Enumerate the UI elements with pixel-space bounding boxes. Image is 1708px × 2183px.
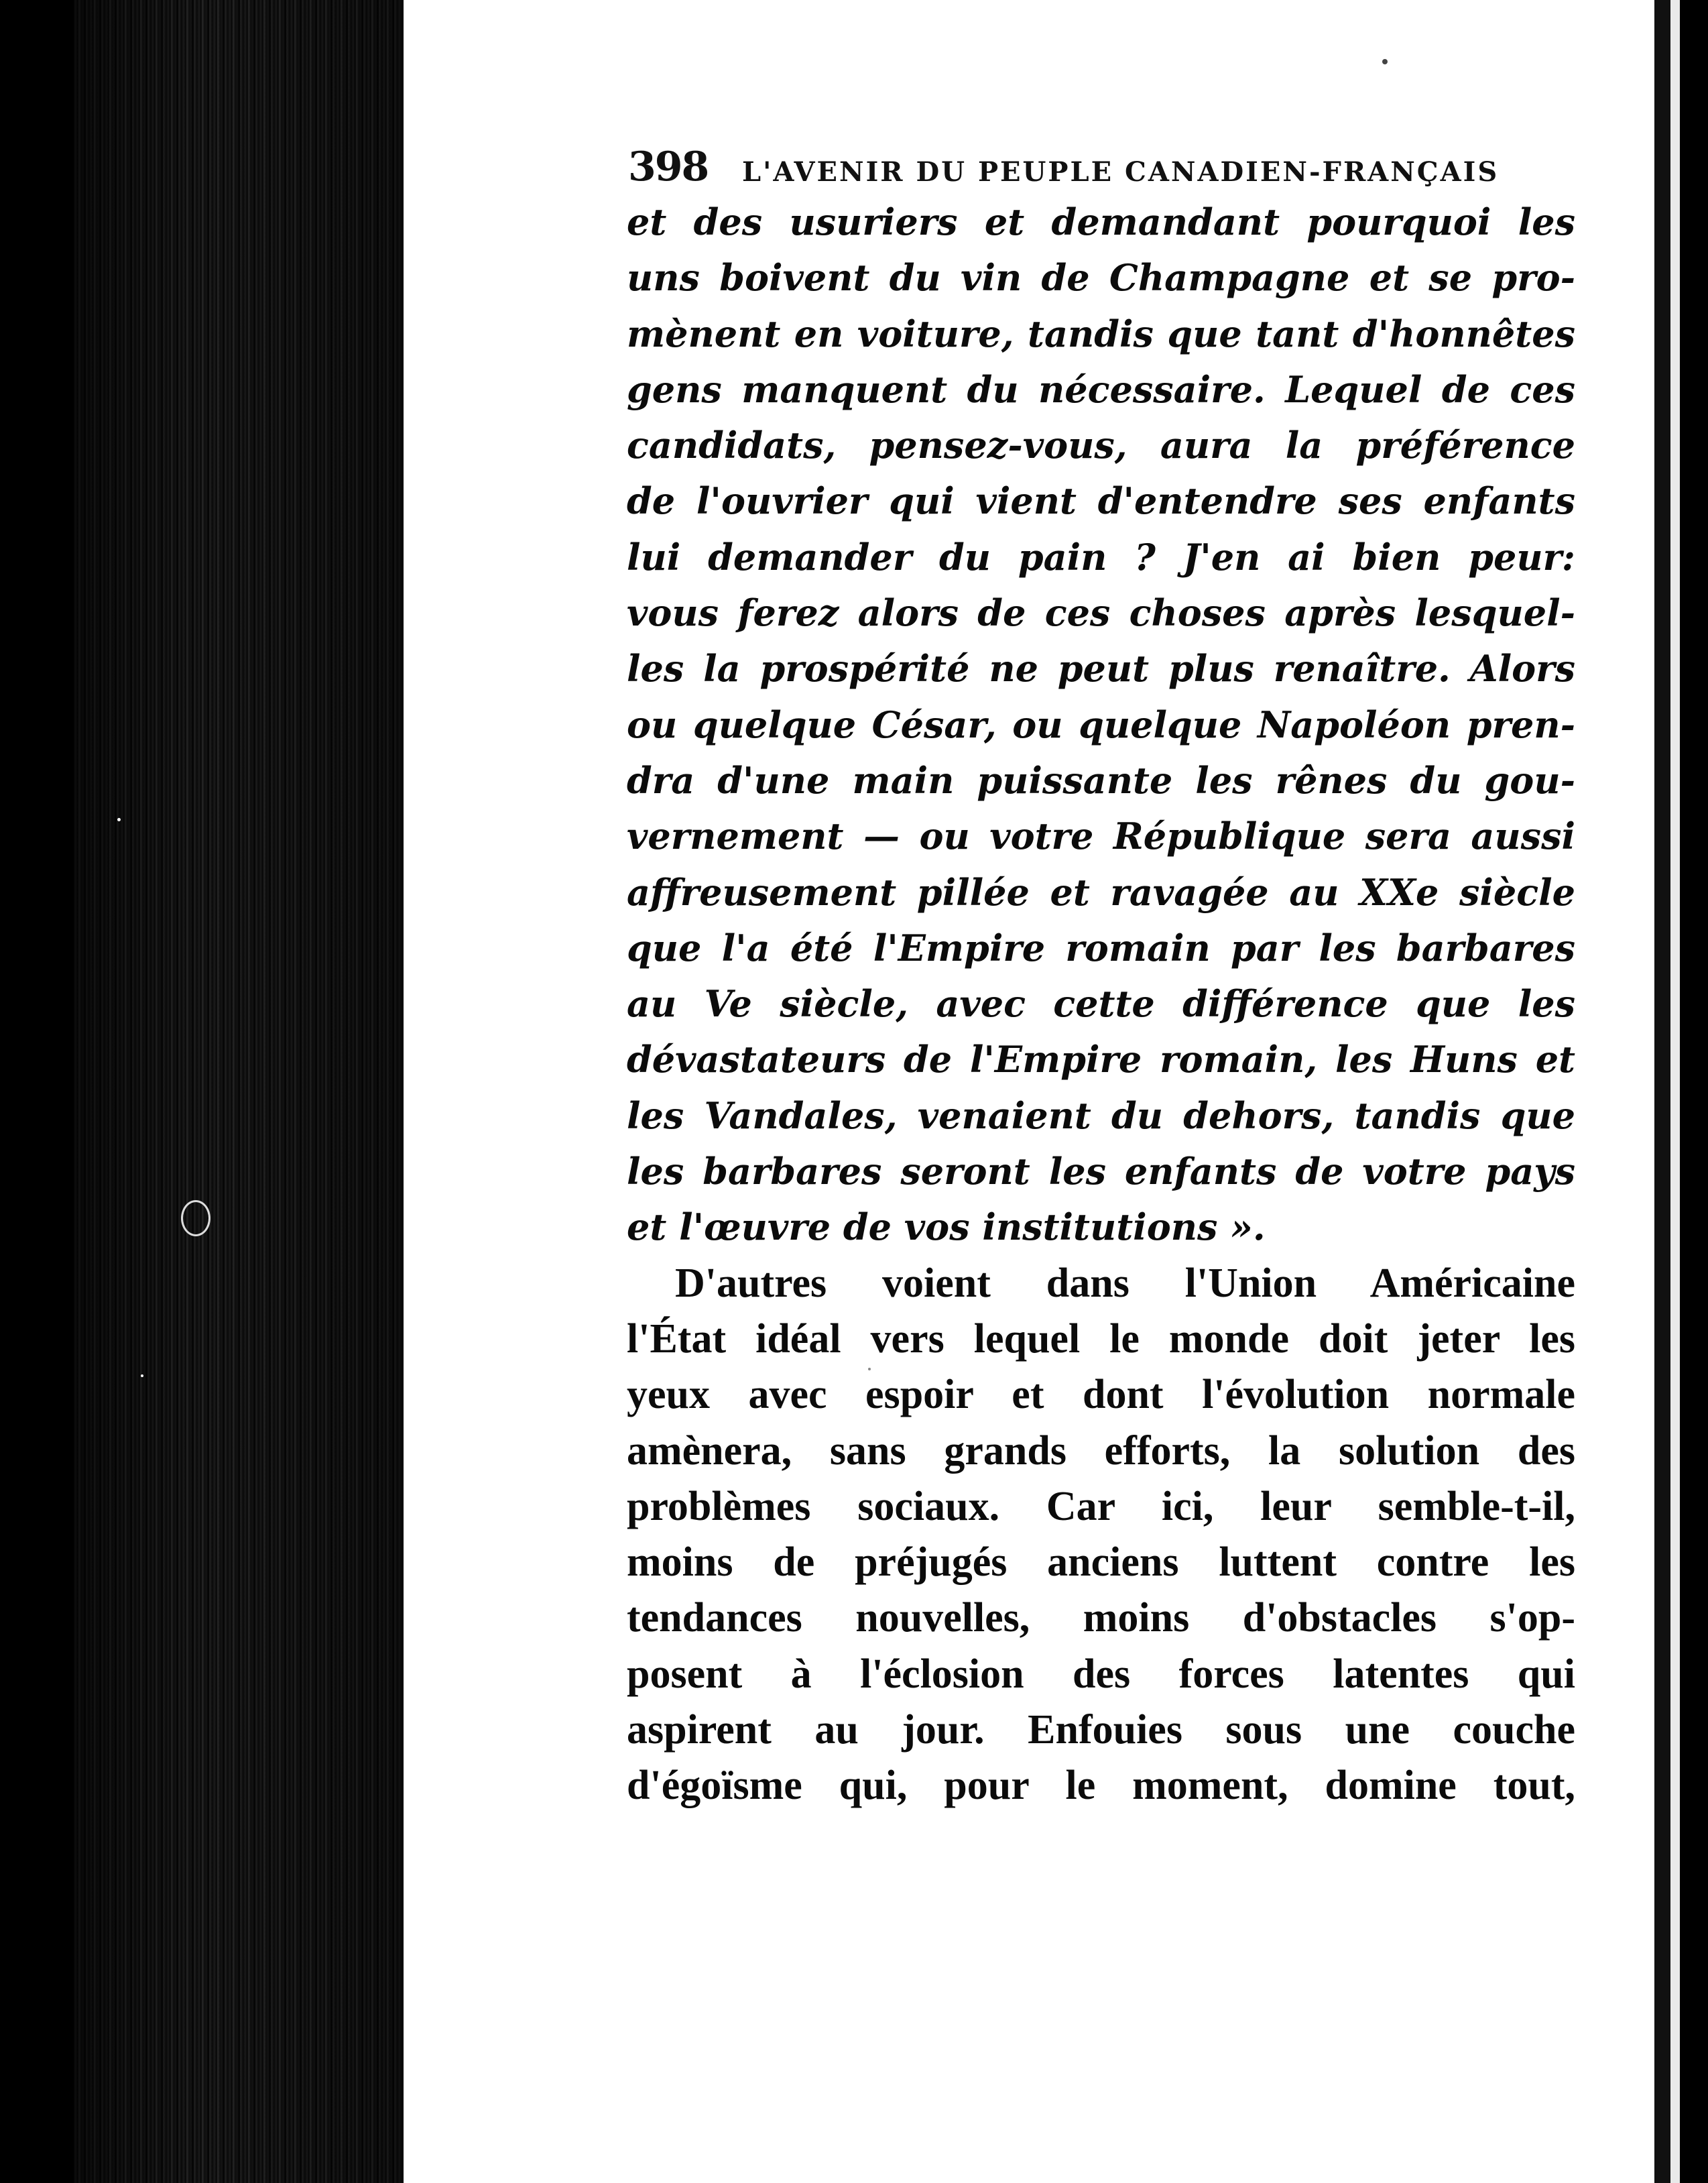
text-line: yeux avec espoir et dont l'évolution normale bbox=[627, 1372, 1575, 1418]
text-line: tendances nouvelles, moins d'obstacles s'op- bbox=[627, 1595, 1575, 1641]
text-line: dévastateurs de l'Empire romain, les Huns et bbox=[627, 1038, 1575, 1081]
text-line: que l'a été l'Empire romain par les barbares bbox=[627, 926, 1575, 969]
running-title: L'AVENIR DU PEUPLE CANADIEN-FRANÇAIS bbox=[742, 156, 1500, 188]
text-line: de l'ouvrier qui vient d'entendre ses enfants bbox=[627, 479, 1575, 523]
body-paragraph bbox=[627, 1256, 1575, 1814]
text-line: les la prospérité ne peut plus renaître. Alors bbox=[627, 647, 1575, 691]
text-line: candidats, pensez-vous, aura la préférence bbox=[627, 424, 1575, 467]
text-line: et l'œuvre de vos institutions ». bbox=[627, 1205, 1266, 1249]
text-line: les Vandales, venaient du dehors, tandis que bbox=[627, 1094, 1575, 1137]
text-line: uns boivent du vin de Champagne et se pro- bbox=[627, 256, 1575, 300]
page-edge bbox=[1670, 0, 1680, 2183]
page-number: 398 bbox=[628, 143, 709, 190]
text-line: les barbares seront les enfants de votre pays bbox=[627, 1150, 1575, 1193]
text-line: affreusement pillée et ravagée au XXe siècle bbox=[627, 870, 1575, 914]
text-line: posent à l'éclosion des forces latentes qui bbox=[627, 1651, 1575, 1697]
text-line: problèmes sociaux. Car ici, leur semble-t-il, bbox=[627, 1483, 1575, 1529]
page-gutter-shadow bbox=[1654, 0, 1670, 2183]
text-block bbox=[627, 134, 1575, 1814]
quoted-passage bbox=[627, 194, 1575, 1256]
text-line: ou quelque César, ou quelque Napoléon pren- bbox=[627, 703, 1575, 746]
running-head bbox=[627, 134, 1575, 194]
text-line: vernement — ou votre République sera aussi bbox=[627, 815, 1575, 858]
text-line: aspirent au jour. Enfouies sous une couche bbox=[627, 1707, 1575, 1753]
text-line: l'État idéal vers lequel le monde doit jeter les bbox=[627, 1315, 1575, 1362]
text-line: amènera, sans grands efforts, la solution des bbox=[627, 1427, 1575, 1474]
text-line: D'autres voient dans l'Union Américaine bbox=[675, 1260, 1575, 1306]
text-line: mènent en voiture, tandis que tant d'honnêtes bbox=[627, 312, 1575, 355]
text-line: et des usuriers et demandant pourquoi les bbox=[627, 200, 1575, 243]
text-line: vous ferez alors de ces choses après lesquel- bbox=[627, 591, 1575, 635]
text-line: d'égoïsme qui, pour le moment, domine tout, bbox=[627, 1763, 1575, 1809]
text-line: au Ve siècle, avec cette différence que les bbox=[627, 982, 1575, 1026]
text-line: dra d'une main puissante les rênes du gou- bbox=[627, 758, 1575, 802]
text-line: lui demander du pain ? J'en ai bien peur: bbox=[627, 535, 1575, 579]
text-line: moins de préjugés anciens luttent contre les bbox=[627, 1539, 1575, 1586]
book-fore-edge bbox=[74, 0, 402, 2183]
text-line: gens manquent du nécessaire. Lequel de ces bbox=[627, 367, 1575, 411]
